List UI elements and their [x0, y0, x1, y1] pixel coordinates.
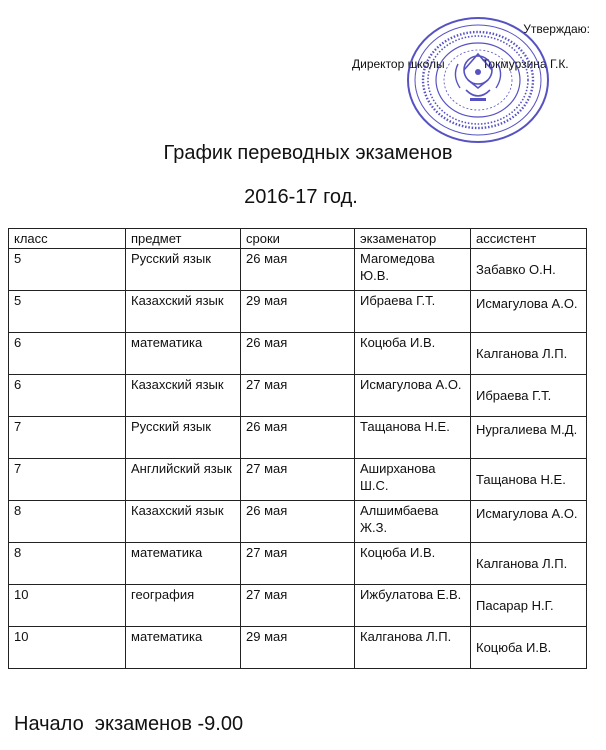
table-row — [9, 543, 587, 585]
exam-start-note: Начало экзаменов -9.00 — [14, 713, 244, 735]
examiner-cell: Алшимбаева Ж.З. — [355, 501, 471, 543]
column-assistant-header: ассистент — [471, 229, 587, 249]
director-label: Директор школы — [352, 57, 445, 71]
examiner-cell: Тащанова Н.Е. — [355, 417, 471, 459]
assistant-cell: Исмагулова А.О. — [471, 501, 587, 543]
approval-label: Утверждаю: — [523, 22, 590, 36]
table-body — [9, 249, 587, 669]
column-class-header: класс — [9, 229, 126, 249]
table-header-row — [9, 229, 587, 249]
subject-cell: Казахский язык — [126, 375, 241, 417]
assistant-cell: Исмагулова А.О. — [471, 291, 587, 333]
assistant-cell: Нургалиева М.Д. — [471, 417, 587, 459]
examiner-cell: Исмагулова А.О. — [355, 375, 471, 417]
director-name: Токмурзина Г.К. — [482, 57, 569, 71]
class-cell: 7 — [9, 417, 126, 459]
examiner-cell: Магомедова Ю.В. — [355, 249, 471, 291]
assistant-cell: Забавко О.Н. — [471, 249, 587, 291]
subject-cell: Казахский язык — [126, 291, 241, 333]
table-row — [9, 375, 587, 417]
subject-cell: география — [126, 585, 241, 627]
column-examiner-header: экзаменатор — [355, 229, 471, 249]
examiner-cell: Ижбулатова Е.В. — [355, 585, 471, 627]
assistant-cell: Калганова Л.П. — [471, 543, 587, 585]
subject-cell: Русский язык — [126, 249, 241, 291]
date-cell: 29 мая — [241, 291, 355, 333]
column-subject-header: предмет — [126, 229, 241, 249]
subject-cell: Русский язык — [126, 417, 241, 459]
class-cell: 10 — [9, 585, 126, 627]
class-cell: 8 — [9, 501, 126, 543]
class-cell: 5 — [9, 249, 126, 291]
assistant-cell: Коцюба И.В. — [471, 627, 587, 669]
table-row — [9, 417, 587, 459]
document-title: График переводных экзаменов — [163, 142, 453, 164]
subject-cell: Английский язык — [126, 459, 241, 501]
table-row — [9, 333, 587, 375]
exam-schedule-table — [8, 228, 587, 669]
column-date-header: сроки — [241, 229, 355, 249]
table-row — [9, 585, 587, 627]
class-cell: 7 — [9, 459, 126, 501]
table-row — [9, 291, 587, 333]
class-cell: 6 — [9, 333, 126, 375]
subject-cell: математика — [126, 333, 241, 375]
date-cell: 29 мая — [241, 627, 355, 669]
date-cell: 27 мая — [241, 459, 355, 501]
examiner-cell: Коцюба И.В. — [355, 543, 471, 585]
document-year: 2016-17 год. — [244, 186, 358, 208]
table-row — [9, 501, 587, 543]
assistant-cell: Калганова Л.П. — [471, 333, 587, 375]
official-school-seal-icon — [404, 14, 552, 146]
subject-cell: математика — [126, 543, 241, 585]
class-cell: 8 — [9, 543, 126, 585]
table-row — [9, 627, 587, 669]
subject-cell: Казахский язык — [126, 501, 241, 543]
table-row — [9, 249, 587, 291]
date-cell: 26 мая — [241, 249, 355, 291]
date-cell: 27 мая — [241, 585, 355, 627]
date-cell: 26 мая — [241, 333, 355, 375]
date-cell: 26 мая — [241, 417, 355, 459]
assistant-cell: Пасарар Н.Г. — [471, 585, 587, 627]
date-cell: 27 мая — [241, 543, 355, 585]
class-cell: 5 — [9, 291, 126, 333]
date-cell: 26 мая — [241, 501, 355, 543]
subject-cell: математика — [126, 627, 241, 669]
class-cell: 6 — [9, 375, 126, 417]
examiner-cell: Ибраева Г.Т. — [355, 291, 471, 333]
examiner-cell: Коцюба И.В. — [355, 333, 471, 375]
examiner-cell: Аширханова Ш.С. — [355, 459, 471, 501]
table-row — [9, 459, 587, 501]
examiner-cell: Калганова Л.П. — [355, 627, 471, 669]
class-cell: 10 — [9, 627, 126, 669]
date-cell: 27 мая — [241, 375, 355, 417]
assistant-cell: Ибраева Г.Т. — [471, 375, 587, 417]
assistant-cell: Тащанова Н.Е. — [471, 459, 587, 501]
